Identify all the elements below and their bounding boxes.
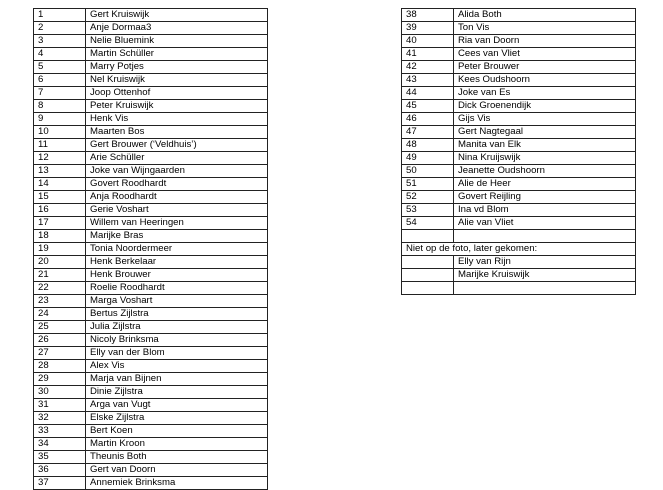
late-arrivals-note: Niet op de foto, later gekomen: bbox=[402, 242, 636, 255]
row-name: Marja van Bijnen bbox=[86, 373, 268, 386]
table-row bbox=[402, 35, 636, 48]
row-number: 14 bbox=[34, 178, 86, 191]
row-name: Joop Ottenhof bbox=[86, 87, 268, 100]
row-number: 15 bbox=[34, 191, 86, 204]
row-number: 28 bbox=[34, 360, 86, 373]
table-row bbox=[402, 126, 636, 139]
row-name: Ina vd Blom bbox=[454, 204, 636, 217]
table-row bbox=[34, 165, 268, 178]
row-number: 12 bbox=[34, 152, 86, 165]
row-number: 2 bbox=[34, 22, 86, 35]
row-number: 17 bbox=[34, 217, 86, 230]
row-number: 1 bbox=[34, 9, 86, 22]
row-name: Peter Kruiswijk bbox=[86, 100, 268, 113]
table-row bbox=[402, 100, 636, 113]
row-number bbox=[402, 268, 454, 281]
table-row bbox=[34, 269, 268, 282]
row-name: Willem van Heeringen bbox=[86, 217, 268, 230]
empty-row bbox=[402, 230, 636, 243]
row-name: Gert Nagtegaal bbox=[454, 126, 636, 139]
row-number: 19 bbox=[34, 243, 86, 256]
table-row bbox=[34, 22, 268, 35]
table-row bbox=[402, 191, 636, 204]
table-row bbox=[402, 204, 636, 217]
row-number: 9 bbox=[34, 113, 86, 126]
empty-cell bbox=[402, 230, 454, 243]
table-row bbox=[34, 204, 268, 217]
table-row bbox=[402, 74, 636, 87]
row-number: 25 bbox=[34, 321, 86, 334]
table-row bbox=[34, 230, 268, 243]
table-row bbox=[34, 464, 268, 477]
row-number: 35 bbox=[34, 451, 86, 464]
table-row bbox=[34, 386, 268, 399]
row-name: Elly van der Blom bbox=[86, 347, 268, 360]
row-number: 53 bbox=[402, 204, 454, 217]
table-row bbox=[34, 360, 268, 373]
row-name: Gert Brouwer (‘Veldhuis’) bbox=[86, 139, 268, 152]
row-number: 13 bbox=[34, 165, 86, 178]
row-number: 42 bbox=[402, 61, 454, 74]
row-name: Marijke Bras bbox=[86, 230, 268, 243]
table-row bbox=[34, 217, 268, 230]
row-number: 41 bbox=[402, 48, 454, 61]
row-number: 32 bbox=[34, 412, 86, 425]
row-name: Cees van Vliet bbox=[454, 48, 636, 61]
left-name-table bbox=[33, 8, 268, 490]
table-row bbox=[34, 282, 268, 295]
table-row bbox=[34, 399, 268, 412]
table-row bbox=[34, 451, 268, 464]
note-row bbox=[402, 242, 636, 255]
row-number: 34 bbox=[34, 438, 86, 451]
table-row bbox=[402, 9, 636, 22]
table-row bbox=[402, 113, 636, 126]
row-name: Marga Voshart bbox=[86, 295, 268, 308]
row-number: 24 bbox=[34, 308, 86, 321]
row-name: Nelie Bluemink bbox=[86, 35, 268, 48]
row-number: 7 bbox=[34, 87, 86, 100]
table-row bbox=[34, 139, 268, 152]
empty-cell bbox=[454, 281, 636, 294]
table-row bbox=[34, 100, 268, 113]
row-number: 29 bbox=[34, 373, 86, 386]
row-number: 44 bbox=[402, 87, 454, 100]
row-name: Nel Kruiswijk bbox=[86, 74, 268, 87]
row-name: Elly van Rijn bbox=[454, 255, 636, 268]
table-row bbox=[34, 334, 268, 347]
table-row bbox=[34, 178, 268, 191]
row-number: 16 bbox=[34, 204, 86, 217]
row-number: 52 bbox=[402, 191, 454, 204]
row-number: 38 bbox=[402, 9, 454, 22]
left-table-body bbox=[34, 9, 268, 490]
row-number: 21 bbox=[34, 269, 86, 282]
table-row bbox=[34, 48, 268, 61]
row-name: Marry Potjes bbox=[86, 61, 268, 74]
row-name: Govert Reijling bbox=[454, 191, 636, 204]
table-row bbox=[402, 178, 636, 191]
table-row bbox=[402, 61, 636, 74]
row-name: Bertus Zijlstra bbox=[86, 308, 268, 321]
row-name: Jeanette Oudshoorn bbox=[454, 165, 636, 178]
table-row bbox=[402, 217, 636, 230]
table-row bbox=[34, 347, 268, 360]
row-number: 22 bbox=[34, 282, 86, 295]
row-name: Tonia Noordermeer bbox=[86, 243, 268, 256]
row-number: 49 bbox=[402, 152, 454, 165]
empty-row bbox=[402, 281, 636, 294]
row-number: 3 bbox=[34, 35, 86, 48]
row-name: Henk Berkelaar bbox=[86, 256, 268, 269]
row-name: Gijs Vis bbox=[454, 113, 636, 126]
table-row bbox=[402, 139, 636, 152]
table-row bbox=[34, 126, 268, 139]
table-row bbox=[402, 22, 636, 35]
table-row bbox=[34, 113, 268, 126]
row-name: Joke van Wijngaarden bbox=[86, 165, 268, 178]
table-row bbox=[34, 35, 268, 48]
table-row bbox=[402, 165, 636, 178]
row-number: 26 bbox=[34, 334, 86, 347]
table-row bbox=[34, 256, 268, 269]
row-number: 39 bbox=[402, 22, 454, 35]
row-number: 46 bbox=[402, 113, 454, 126]
row-name: Gerie Voshart bbox=[86, 204, 268, 217]
row-name: Joke van Es bbox=[454, 87, 636, 100]
row-name: Julia Zijlstra bbox=[86, 321, 268, 334]
table-row bbox=[34, 87, 268, 100]
right-table-body bbox=[402, 9, 636, 295]
row-number: 33 bbox=[34, 425, 86, 438]
row-number: 18 bbox=[34, 230, 86, 243]
row-name: Annemiek Brinksma bbox=[86, 477, 268, 490]
row-number: 23 bbox=[34, 295, 86, 308]
row-name: Dick Groenendijk bbox=[454, 100, 636, 113]
row-number: 27 bbox=[34, 347, 86, 360]
row-name: Anja Roodhardt bbox=[86, 191, 268, 204]
row-name: Bert Koen bbox=[86, 425, 268, 438]
row-number: 20 bbox=[34, 256, 86, 269]
row-number: 5 bbox=[34, 61, 86, 74]
table-row bbox=[34, 191, 268, 204]
row-number: 47 bbox=[402, 126, 454, 139]
row-name: Maarten Bos bbox=[86, 126, 268, 139]
row-name: Theunis Both bbox=[86, 451, 268, 464]
table-row bbox=[402, 87, 636, 100]
row-number: 54 bbox=[402, 217, 454, 230]
row-number: 4 bbox=[34, 48, 86, 61]
table-row bbox=[34, 295, 268, 308]
row-name: Gert Kruiswijk bbox=[86, 9, 268, 22]
table-row bbox=[34, 61, 268, 74]
row-number: 10 bbox=[34, 126, 86, 139]
table-row bbox=[34, 74, 268, 87]
row-name: Dinie Zijlstra bbox=[86, 386, 268, 399]
row-name: Arga van Vugt bbox=[86, 399, 268, 412]
row-number: 45 bbox=[402, 100, 454, 113]
row-name: Alie de Heer bbox=[454, 178, 636, 191]
row-number: 50 bbox=[402, 165, 454, 178]
row-number: 8 bbox=[34, 100, 86, 113]
row-name: Govert Roodhardt bbox=[86, 178, 268, 191]
table-row bbox=[34, 321, 268, 334]
row-name: Peter Brouwer bbox=[454, 61, 636, 74]
row-name: Kees Oudshoorn bbox=[454, 74, 636, 87]
row-name: Martin Kroon bbox=[86, 438, 268, 451]
row-name: Alex Vis bbox=[86, 360, 268, 373]
table-row bbox=[34, 412, 268, 425]
table-row bbox=[34, 152, 268, 165]
table-row bbox=[34, 373, 268, 386]
row-name: Ton Vis bbox=[454, 22, 636, 35]
row-number: 43 bbox=[402, 74, 454, 87]
empty-cell bbox=[402, 281, 454, 294]
row-name: Roelie Roodhardt bbox=[86, 282, 268, 295]
row-name: Elske Zijlstra bbox=[86, 412, 268, 425]
row-name: Gert van Doorn bbox=[86, 464, 268, 477]
row-name: Ria van Doorn bbox=[454, 35, 636, 48]
row-name: Nicoly Brinksma bbox=[86, 334, 268, 347]
row-number: 37 bbox=[34, 477, 86, 490]
row-name: Arie Schüller bbox=[86, 152, 268, 165]
row-name: Martin Schüller bbox=[86, 48, 268, 61]
table-row bbox=[402, 48, 636, 61]
empty-cell bbox=[454, 230, 636, 243]
row-name: Manita van Elk bbox=[454, 139, 636, 152]
table-row bbox=[34, 308, 268, 321]
table-row bbox=[402, 152, 636, 165]
row-number: 30 bbox=[34, 386, 86, 399]
table-row bbox=[34, 425, 268, 438]
row-name: Alie van Vliet bbox=[454, 217, 636, 230]
row-name: Marijke Kruiswijk bbox=[454, 268, 636, 281]
table-row bbox=[34, 243, 268, 256]
row-number: 11 bbox=[34, 139, 86, 152]
row-number bbox=[402, 255, 454, 268]
row-number: 36 bbox=[34, 464, 86, 477]
table-row bbox=[402, 268, 636, 281]
row-number: 40 bbox=[402, 35, 454, 48]
table-row bbox=[402, 255, 636, 268]
table-row bbox=[34, 438, 268, 451]
row-name: Nina Kruijswijk bbox=[454, 152, 636, 165]
row-number: 6 bbox=[34, 74, 86, 87]
row-name: Henk Vis bbox=[86, 113, 268, 126]
row-name: Alida Both bbox=[454, 9, 636, 22]
row-name: Anje Dormaa3 bbox=[86, 22, 268, 35]
row-name: Henk Brouwer bbox=[86, 269, 268, 282]
row-number: 48 bbox=[402, 139, 454, 152]
row-number: 31 bbox=[34, 399, 86, 412]
table-row bbox=[34, 9, 268, 22]
right-name-table bbox=[401, 8, 636, 295]
row-number: 51 bbox=[402, 178, 454, 191]
